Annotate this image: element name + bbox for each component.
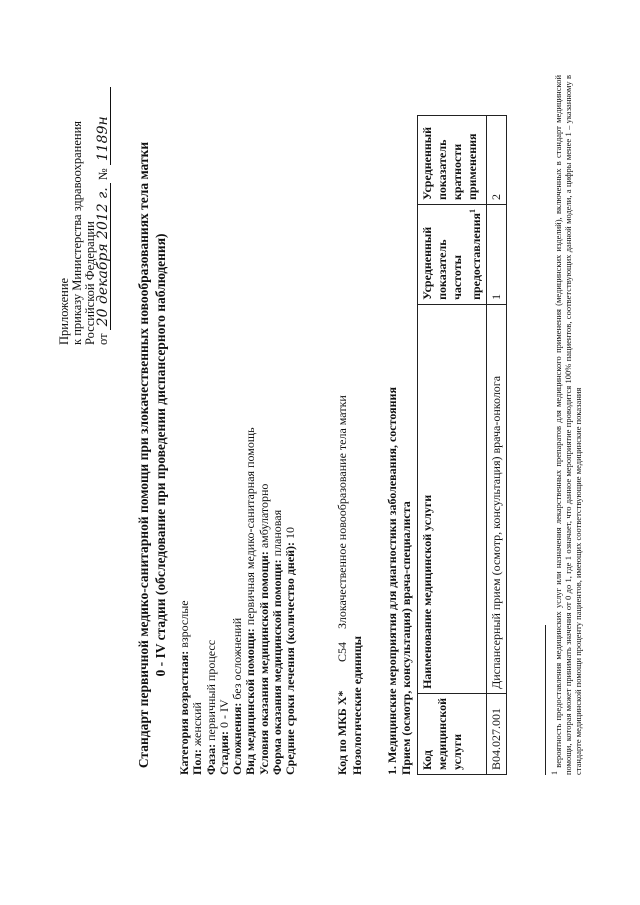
header-code: Код медицинской услуги [418, 693, 487, 774]
meta-label: Пол: [190, 749, 205, 775]
meta-label: Форма оказания медицинской помощи: [270, 559, 285, 775]
header-frequency-sup: 1 [468, 209, 477, 214]
standard-metadata [178, 427, 298, 775]
icd-code: C54 [335, 641, 349, 662]
appendix-from: от [96, 333, 110, 345]
icd-row [335, 395, 350, 775]
meta-label: Осложнения: [230, 702, 245, 775]
meta-value: женский [190, 702, 205, 750]
table-header-row [418, 116, 487, 775]
meta-label: Средние сроки лечения (количество дней): [283, 541, 298, 775]
meta-value: амбулаторно [256, 483, 271, 552]
footnote-text: вероятность предоставления медицинских услуг или назначения лекарственных препаратов для медицинского применения (медицинских изделий), включенных в стандарт медицинской помощи, которая может принимать значения от 0 до 1, где 1 означает, что данное мероприятие проводится 100% пациентов, соответствующих данной модели, а цифры менее 1 – указанному в стандарте медицинской помощи проценту пациентов, имеющих соответствующие медицинские показания [552, 75, 583, 775]
meta-row [205, 427, 218, 775]
meta-row [218, 427, 231, 775]
section-heading [385, 387, 413, 775]
appendix-line3: Российской Федерации [83, 221, 97, 345]
appendix-number-label: № [96, 168, 110, 181]
cell-code: B04.027.001 [487, 693, 507, 774]
meta-label: Вид медицинской помощи: [243, 628, 258, 775]
meta-row [258, 427, 271, 775]
icd-sublabel: Нозологические единицы [350, 635, 364, 775]
meta-row [284, 427, 297, 775]
appendix-line2: к приказу Министерства здравоохранения [70, 120, 84, 345]
appendix-date-line [97, 87, 111, 345]
appendix-line1: Приложение [57, 277, 71, 345]
meta-label: Категория возрастная: [177, 650, 191, 775]
cell-name: Диспансерный прием (осмотр, консультация) врача-онколога [487, 304, 507, 693]
table-row [487, 116, 507, 775]
meta-label: Фаза: [203, 743, 218, 775]
meta-row [191, 427, 204, 775]
meta-value: плановая [270, 509, 285, 560]
footnote [550, 75, 583, 775]
meta-row [231, 427, 244, 775]
appendix-date: 20 декабря 2012 г. [97, 183, 111, 330]
meta-row [178, 427, 191, 775]
footnote-sup: 1 [550, 771, 559, 775]
icd-name: Злокачественное новообразование тела матки [335, 395, 349, 629]
header-frequency [418, 205, 487, 305]
meta-label: Стадия: [216, 730, 231, 775]
meta-value: без осложнений [230, 617, 245, 703]
services-table [417, 115, 507, 775]
cell-frequency: 1 [487, 205, 507, 305]
meta-value: первичная медико-санитарная помощь [243, 427, 258, 629]
header-frequency-text: Усредненный показатель частоты предоставления [420, 213, 483, 300]
icd-block [335, 395, 365, 775]
section-title: 1. Медицинские мероприятия для диагностики заболевания, состояния [385, 387, 399, 775]
meta-value: 0 - IV [216, 699, 231, 731]
meta-value: взрослые [177, 600, 191, 651]
meta-row [271, 427, 284, 775]
section-subtitle: Прием (осмотр, консультация) врача-специалиста [399, 501, 413, 775]
meta-label: Условия оказания медицинской помощи: [256, 551, 271, 775]
document-subtitle: 0 - IV стадии (обследование при проведении диспансерного наблюдения) [153, 233, 168, 677]
document-title: Стандарт первичной медико-санитарной помощи при злокачественных новообразованиях тела матки [136, 141, 151, 769]
appendix-number: 1189н [97, 87, 111, 165]
icd-label: Код по МКБ X* [335, 690, 349, 775]
meta-row [244, 427, 257, 775]
cell-multiplicity: 2 [487, 116, 507, 205]
meta-value: 10 [283, 526, 298, 542]
header-multiplicity: Усредненный показатель кратности применения [418, 116, 487, 205]
footnote-divider [545, 625, 546, 775]
appendix-block [58, 87, 111, 345]
header-name: Наименование медицинской услуги [418, 304, 487, 693]
meta-value: первичный процесс [203, 639, 218, 744]
